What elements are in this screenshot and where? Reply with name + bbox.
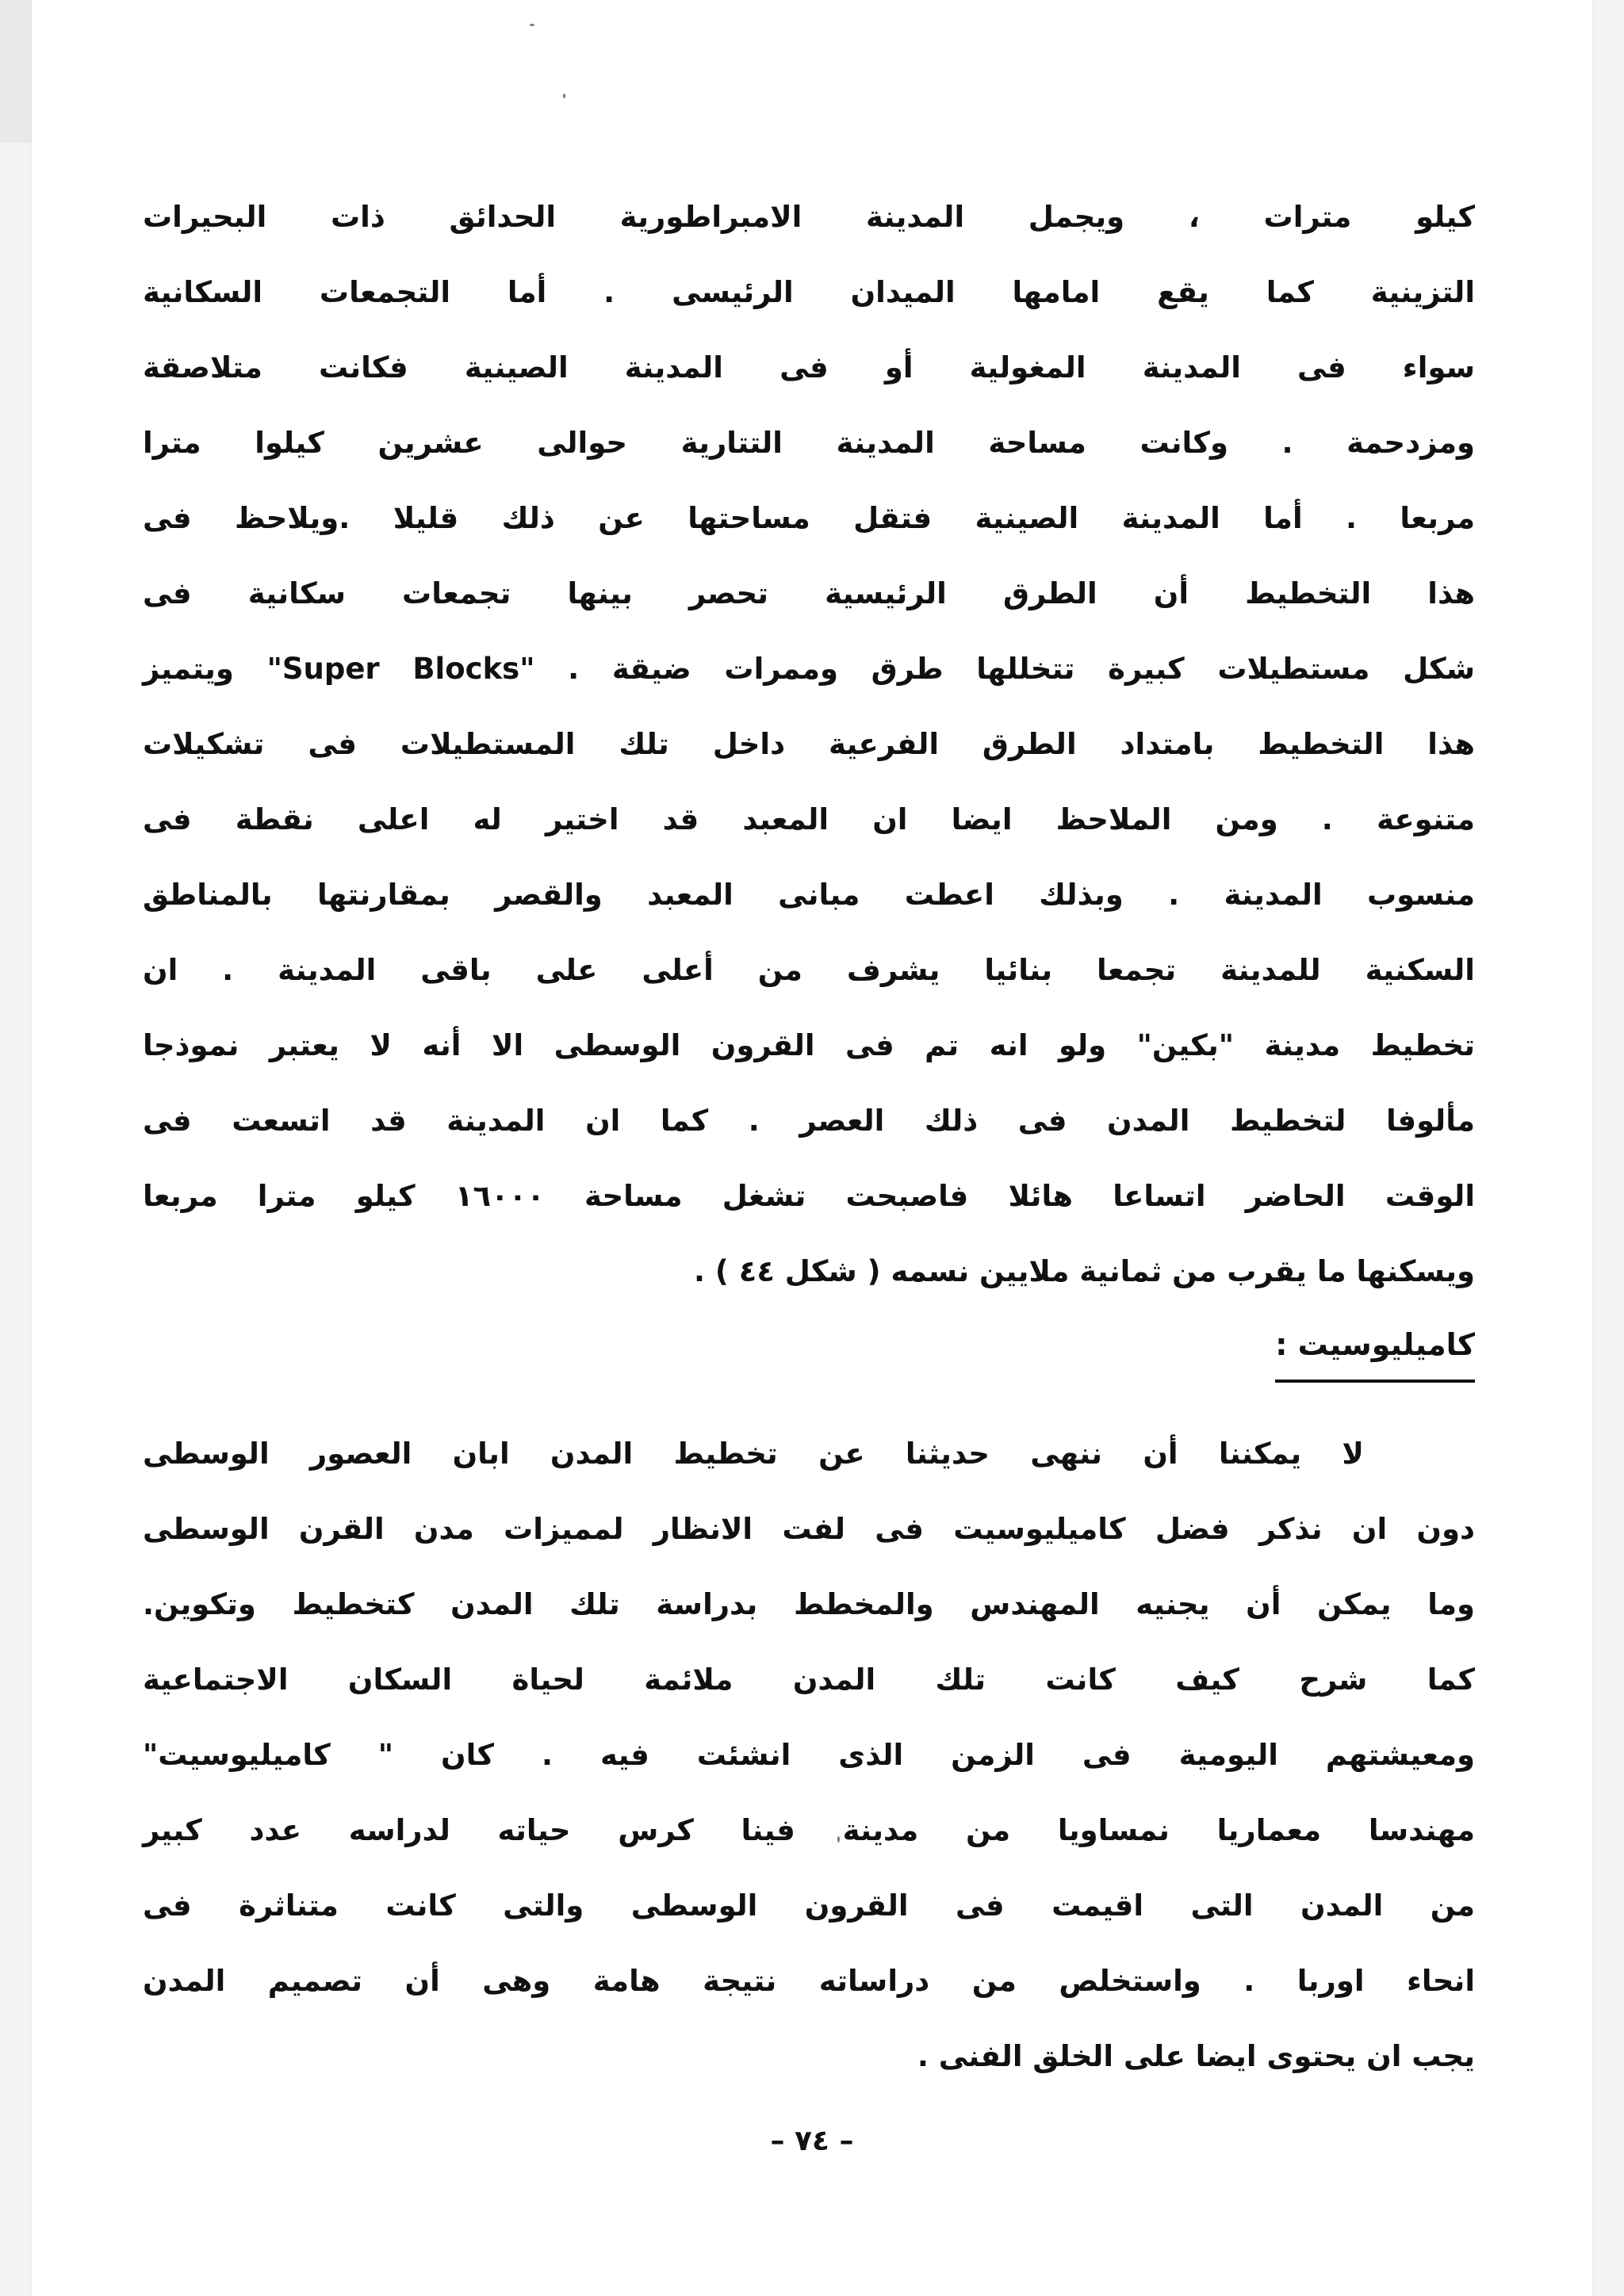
- text-line: من المدن التى اقيمت فى القرون الوسطى والتى كانت متناثرة فى: [143, 1888, 1475, 1923]
- text-line: ومزدحمة . وكانت مساحة المدينة التتارية حوالى عشرين كيلوا مترا: [143, 426, 1475, 460]
- text-line: السكنية للمدينة تجمعا بنائيا يشرف من أعلى على باقى المدينة . ان: [143, 953, 1475, 987]
- text-line: لا يمكننا أن ننهى حديثنا عن تخطيط المدن ابان العصور الوسطى: [143, 1437, 1364, 1471]
- text-line: يجب ان يحتوى ايضا على الخلق الفنى .: [917, 2039, 1475, 2073]
- text-line: مألوفا لتخطيط المدن فى ذلك العصر . كما ان المدينة قد اتسعت فى: [143, 1104, 1475, 1138]
- text-line: ويسكنها ما يقرب من ثمانية ملايين نسمه ( شكل ٤٤ ) .: [694, 1254, 1475, 1288]
- text-line: ومعيشتهم اليومية فى الزمن الذى انشئت فيه . كان " كاميليوسيت": [143, 1738, 1475, 1772]
- text-line: انحاء اوربا . واستخلص من دراساته نتيجة هامة وهى أن تصميم المدن: [143, 1964, 1475, 1998]
- text-line: سواء فى المدينة المغولية أو فى المدينة الصينية فكانت متلاصقة: [143, 350, 1475, 385]
- text-line: الوقت الحاضر اتساعا هائلا فاصبحت تشغل مساحة ١٦٠٠٠ كيلو مترا مربعا: [143, 1179, 1475, 1213]
- section-heading: كاميليوسيت :: [1275, 1318, 1475, 1383]
- page-number: – ٧٤ –: [770, 2125, 854, 2157]
- scan-margin-shade: [0, 0, 32, 143]
- text-line: تخطيط مدينة "بكين" ولو انه تم فى القرون الوسطى الا أنه لا يعتبر نموذجا: [143, 1028, 1475, 1062]
- text-line: كيلو مترات ، ويجمل المدينة الامبراطورية الحدائق ذات البحيرات: [143, 200, 1475, 234]
- text-line: هذا التخطيط أن الطرق الرئيسية تحصر بينها تجمعات سكانية فى: [143, 576, 1475, 610]
- body-paragraph-1: [143, 190, 1475, 1320]
- text-line: وما يمكن أن يجنيه المهندس والمخطط بدراسة تلك المدن كتخطيط وتكوين.: [143, 1587, 1475, 1621]
- text-line: التزينية كما يقع امامها الميدان الرئيسى . أما التجمعات السكانية: [143, 275, 1475, 309]
- text-line: كما شرح كيف كانت تلك المدن ملائمة لحياة السكان الاجتماعية: [143, 1663, 1475, 1697]
- text-line: متنوعة . ومن الملاحظ ايضا ان المعبد قد اختير له اعلى نقطة فى: [143, 802, 1475, 836]
- scan-speck: [563, 94, 565, 98]
- scan-speck: [530, 24, 534, 26]
- text-line: مهندسا معماريا نمساويا من مدينة فينا كرس حياته لدراسه عدد كبير: [143, 1813, 1475, 1847]
- text-line: مربعا . أما المدينة الصينية فتقل مساحتها عن ذلك قليلا .ويلاحظ فى: [143, 501, 1475, 535]
- text-line: دون ان نذكر فضل كاميليوسيت فى لفت الانظار لمميزات مدن القرن الوسطى: [143, 1512, 1475, 1546]
- text-line: هذا التخطيط بامتداد الطرق الفرعية داخل تلك المستطيلات فى تشكيلات: [143, 727, 1475, 761]
- body-paragraph-2: [143, 1427, 1475, 2105]
- text-line: شكل مستطيلات كبيرة تتخللها طرق وممرات ضيقة . "Super Blocks" ويتميز: [143, 652, 1475, 686]
- text-line: منسوب المدينة . وبذلك اعطت مبانى المعبد والقصر بمقارنتها بالمناطق: [143, 878, 1475, 912]
